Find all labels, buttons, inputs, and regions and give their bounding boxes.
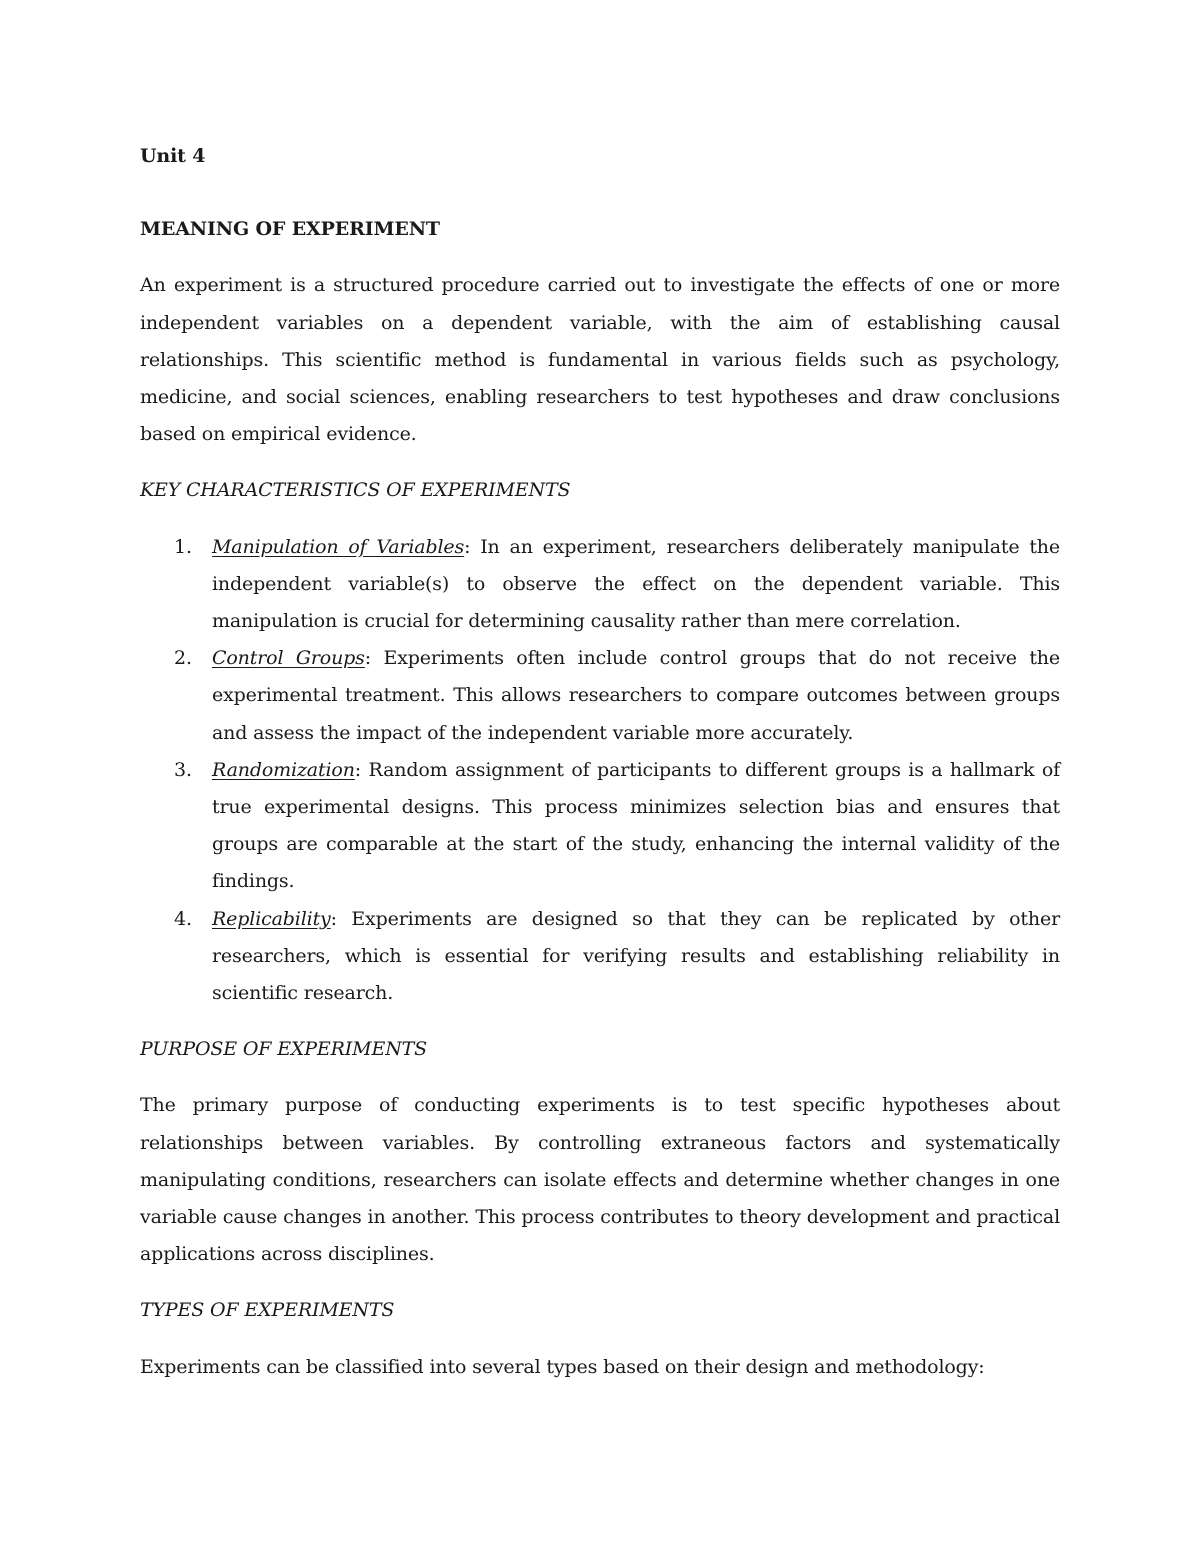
meaning-heading: MEANING OF EXPERIMENT bbox=[140, 218, 440, 241]
list-item-text: : Random assignment of participants to different groups is a hallmark of true experimental designs. This process minimizes selection bias and ensures that groups are comparable at the start of the study, enhancing the internal validity of the findings. bbox=[212, 758, 1060, 893]
list-item-number: 4. bbox=[174, 907, 192, 930]
list-item-term: Replicability bbox=[212, 907, 331, 930]
list-item bbox=[140, 901, 1060, 1013]
types-paragraph: Experiments can be classified into several types based on their design and methodology: bbox=[140, 1355, 985, 1378]
meaning-paragraph: An experiment is a structured procedure carried out to investigate the effects of one or more independent variables on a dependent variable, with the aim of establishing causal relationships. This scientific method is fundamental in various fields such as psychology, medicine, and social sciences, enabling researchers to test hypotheses and draw conclusions based on empirical evidence. bbox=[140, 274, 1060, 446]
list-item-number: 2. bbox=[174, 647, 192, 670]
list-item bbox=[140, 640, 1060, 752]
list-item bbox=[140, 529, 1060, 641]
purpose-heading: PURPOSE OF EXPERIMENTS bbox=[140, 1038, 428, 1061]
purpose-paragraph: The primary purpose of conducting experiments is to test specific hypotheses about relationships between variables. By controlling extraneous factors and systematically manipulating conditions, researchers can isolate effects and determine whether changes in one variable cause changes in another. This process contributes to theory development and practical applications across disciplines. bbox=[140, 1094, 1060, 1266]
list-item-term: Randomization bbox=[212, 758, 355, 781]
list-item-number: 1. bbox=[174, 535, 192, 558]
list-item-number: 3. bbox=[174, 758, 192, 781]
key-characteristics-heading: KEY CHARACTERISTICS OF EXPERIMENTS bbox=[140, 479, 571, 502]
types-heading: TYPES OF EXPERIMENTS bbox=[140, 1299, 395, 1322]
list-item-term: Manipulation of Variables bbox=[212, 535, 465, 558]
list-item bbox=[140, 752, 1060, 901]
list-item-text: : Experiments are designed so that they can be replicated by other researchers, which is essential for verifying results and establishing reliability in scientific research. bbox=[212, 907, 1060, 1005]
characteristics-list bbox=[140, 529, 1060, 1013]
list-item-text: : In an experiment, researchers deliberately manipulate the independent variable(s) to observe the effect on the dependent variable. This manipulation is crucial for determining causality rather than mere correlation. bbox=[212, 535, 1060, 633]
unit-label: Unit 4 bbox=[140, 145, 206, 167]
list-item-term: Control Groups bbox=[212, 647, 365, 670]
document-page bbox=[140, 138, 1060, 1405]
list-item-text: : Experiments often include control groups that do not receive the experimental treatment. This allows researchers to compare outcomes between groups and assess the impact of the independent variable more accurately. bbox=[212, 647, 1060, 744]
